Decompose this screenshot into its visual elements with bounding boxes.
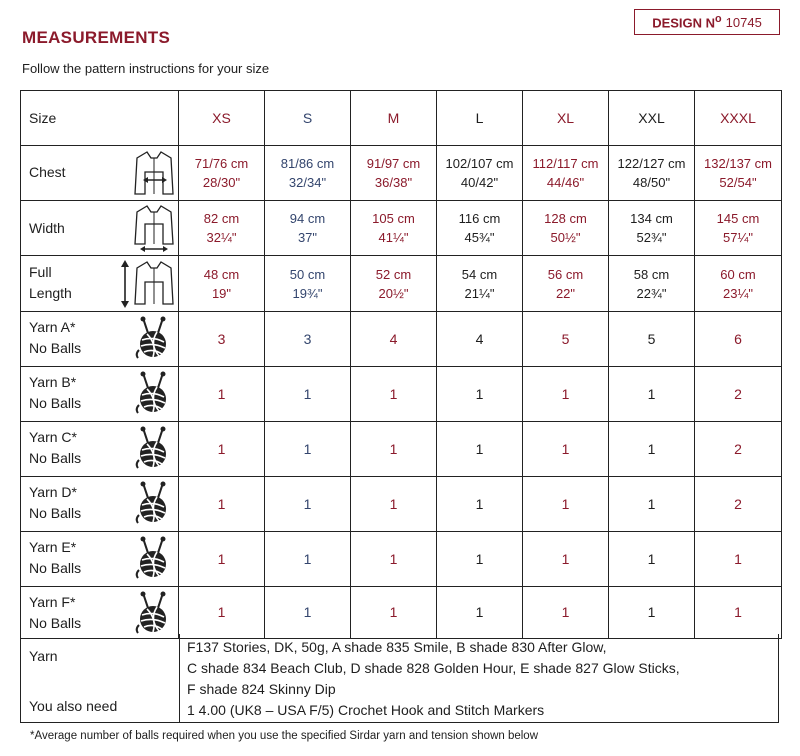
width-value-cell	[179, 201, 265, 256]
chest-inch-value: 36/38"	[374, 175, 413, 190]
length-cm-value: 56 cm	[547, 266, 584, 282]
yarn-balls-value: 5	[561, 330, 570, 347]
length-inch-value: 20½"	[378, 285, 409, 301]
yarn-balls-cell	[179, 312, 265, 367]
yarn-balls-value: 1	[475, 604, 484, 620]
size-header-cell	[265, 91, 351, 146]
chest-inch-value: 32/34"	[288, 175, 327, 190]
yarn-info-divider	[179, 634, 180, 722]
length-label-2: Length	[29, 285, 72, 301]
yarn-label-cell	[21, 587, 179, 639]
yarn-label-cell	[21, 532, 179, 587]
yarn-balls-cell	[523, 367, 609, 422]
chest-inch-value: 44/46"	[546, 175, 585, 190]
measurements-table	[20, 90, 782, 639]
yarn-ball-icon	[133, 536, 173, 585]
yarn-balls-value: 5	[647, 330, 656, 347]
width-cm-value: 116 cm	[458, 211, 501, 226]
yarn-row	[21, 312, 782, 367]
yarn-balls-value: 1	[647, 495, 656, 512]
yarn-name: Yarn A*	[29, 319, 76, 335]
yarn-balls-value: 1	[475, 385, 484, 402]
width-value-cell	[437, 201, 523, 256]
yarn-balls-cell	[265, 477, 351, 532]
yarn-balls-value: 3	[217, 330, 226, 347]
yarn-balls-cell	[609, 367, 695, 422]
chest-cm-value: 122/127 cm	[617, 156, 686, 171]
width-inch-value: 41¼"	[378, 230, 409, 245]
size-header-cell	[609, 91, 695, 146]
size-header: XXL	[638, 109, 665, 126]
width-label-cell	[21, 201, 179, 256]
yarn-balls-cell	[437, 532, 523, 587]
yarn-line-1: F137 Stories, DK, 50g, A shade 835 Smile, B shade 830 After Glow,	[187, 639, 607, 655]
chest-value-cell	[609, 146, 695, 201]
chest-value-cell	[265, 146, 351, 201]
yarn-balls-value: 1	[217, 440, 226, 457]
length-cm-value: 50 cm	[289, 266, 326, 282]
chest-inch-value: 40/42"	[460, 175, 499, 190]
yarn-balls-cell	[351, 587, 437, 639]
yarn-ball-icon	[133, 371, 173, 420]
width-value-cell	[523, 201, 609, 256]
yarn-balls-cell	[695, 587, 782, 639]
yarn-ball-icon	[133, 426, 173, 475]
yarn-balls-value: 1	[561, 385, 570, 402]
no-balls-label: No Balls	[29, 560, 82, 576]
yarn-ball-icon	[133, 481, 173, 530]
yarn-balls-value: 1	[561, 550, 570, 567]
yarn-row	[21, 532, 782, 587]
length-cm-value: 52 cm	[375, 266, 412, 282]
yarn-balls-cell	[523, 532, 609, 587]
width-value-cell	[609, 201, 695, 256]
yarn-balls-cell	[523, 422, 609, 477]
length-value-cell	[695, 256, 782, 312]
yarn-balls-cell	[523, 312, 609, 367]
yarn-balls-value: 1	[475, 495, 484, 512]
yarn-balls-cell	[695, 312, 782, 367]
width-cm-value: 94 cm	[289, 211, 326, 226]
length-inch-value: 21¼"	[464, 285, 495, 301]
yarn-balls-cell	[179, 587, 265, 639]
yarn-balls-cell	[437, 367, 523, 422]
size-header-cell	[351, 91, 437, 146]
yarn-balls-cell	[179, 477, 265, 532]
yarn-balls-value: 1	[303, 440, 312, 457]
design-number: 10745	[725, 14, 762, 30]
yarn-balls-cell	[265, 422, 351, 477]
design-number-box	[634, 9, 780, 35]
width-label: Width	[29, 220, 65, 236]
yarn-info-block	[20, 634, 779, 723]
yarn-balls-value: 1	[303, 550, 312, 567]
yarn-balls-value: 4	[475, 330, 484, 347]
chest-cm-value: 102/107 cm	[445, 156, 514, 171]
yarn-balls-cell	[351, 312, 437, 367]
width-inch-value: 45¾"	[464, 230, 495, 245]
yarn-ball-icon	[133, 316, 173, 365]
length-inch-value: 19"	[211, 285, 232, 301]
no-balls-label: No Balls	[29, 395, 82, 411]
length-inch-value: 23¼"	[723, 285, 753, 301]
chest-label-cell	[21, 146, 179, 201]
yarn-balls-value: 6	[734, 330, 742, 347]
width-value-cell	[265, 201, 351, 256]
chest-value-cell	[179, 146, 265, 201]
yarn-balls-value: 1	[303, 385, 312, 402]
yarn-balls-value: 1	[303, 495, 312, 512]
yarn-balls-value: 1	[389, 495, 398, 512]
width-cm-value: 105 cm	[372, 211, 415, 226]
garment-chest-icon	[133, 150, 175, 196]
yarn-balls-value: 1	[217, 495, 226, 512]
width-cm-value: 145 cm	[716, 211, 760, 226]
yarn-balls-cell	[609, 422, 695, 477]
length-value-cell	[523, 256, 609, 312]
yarn-balls-cell	[695, 477, 782, 532]
yarn-balls-cell	[609, 532, 695, 587]
yarn-balls-cell	[351, 367, 437, 422]
size-label-cell	[21, 91, 179, 146]
yarn-label-cell	[21, 477, 179, 532]
page-title: MEASUREMENTS	[22, 28, 171, 47]
yarn-name: Yarn D*	[29, 484, 77, 500]
length-cm-value: 48 cm	[203, 266, 240, 282]
length-inch-value: 22¾"	[636, 285, 667, 301]
yarn-balls-value: 1	[734, 604, 742, 620]
yarn-balls-cell	[523, 477, 609, 532]
yarn-balls-cell	[179, 422, 265, 477]
yarn-row	[21, 367, 782, 422]
width-cm-value: 134 cm	[630, 211, 673, 226]
chest-value-cell	[523, 146, 609, 201]
yarn-label: Yarn	[29, 648, 58, 664]
yarn-balls-value: 2	[734, 440, 742, 457]
yarn-balls-value: 2	[734, 385, 742, 402]
yarn-name: Yarn F*	[29, 594, 76, 610]
chest-cm-value: 112/117 cm	[532, 156, 599, 171]
yarn-balls-cell	[437, 422, 523, 477]
yarn-balls-cell	[265, 312, 351, 367]
yarn-name: Yarn B*	[29, 374, 77, 390]
yarn-label-cell	[21, 367, 179, 422]
yarn-balls-cell	[437, 312, 523, 367]
length-inch-value: 22"	[555, 285, 576, 301]
design-label: DESIGN $N^o$	[652, 13, 722, 31]
chest-inch-value: 52/54"	[719, 175, 757, 190]
yarn-ball-icon	[133, 591, 173, 640]
width-inch-value: 57¼"	[723, 230, 753, 245]
also-need-text: 1 4.00 (UK8 – USA F/5) Crochet Hook and Stitch Markers	[187, 702, 545, 718]
width-cm-value: 82 cm	[203, 211, 240, 226]
size-header: XXXL	[720, 109, 756, 126]
yarn-balls-cell	[179, 367, 265, 422]
width-row	[21, 201, 782, 256]
length-cm-value: 54 cm	[461, 266, 498, 282]
chest-cm-value: 91/97 cm	[366, 156, 421, 171]
size-header: M	[387, 109, 400, 126]
yarn-balls-cell	[523, 587, 609, 639]
size-header-cell	[523, 91, 609, 146]
chest-value-cell	[437, 146, 523, 201]
size-row	[21, 91, 782, 146]
yarn-balls-value: 1	[217, 550, 226, 567]
yarn-balls-cell	[265, 367, 351, 422]
subtitle: Follow the pattern instructions for your size	[22, 61, 270, 76]
chest-inch-value: 48/50"	[632, 175, 671, 190]
yarn-balls-value: 3	[303, 330, 312, 347]
size-header: L	[475, 109, 484, 126]
no-balls-label: No Balls	[29, 505, 82, 521]
width-value-cell	[695, 201, 782, 256]
size-header: S	[302, 109, 313, 126]
yarn-line-2: C shade 834 Beach Club, D shade 828 Golden Hour, E shade 827 Glow Sticks,	[187, 660, 680, 676]
yarn-balls-cell	[695, 532, 782, 587]
length-row	[21, 256, 782, 312]
yarn-description	[187, 637, 680, 721]
yarn-balls-value: 1	[647, 385, 656, 402]
yarn-balls-cell	[609, 312, 695, 367]
size-header-cell	[179, 91, 265, 146]
yarn-balls-cell	[609, 587, 695, 639]
chest-value-cell	[351, 146, 437, 201]
yarn-balls-value: 1	[647, 440, 656, 457]
chest-cm-value: 132/137 cm	[704, 156, 772, 171]
yarn-balls-value: 1	[475, 440, 484, 457]
yarn-balls-cell	[437, 587, 523, 639]
footnote: *Average number of balls required when you use the specified Sirdar yarn and tension shown below	[30, 730, 539, 742]
length-label-cell	[21, 256, 179, 312]
length-inch-value: 19¾"	[292, 285, 323, 301]
garment-width-icon	[133, 204, 175, 254]
yarn-balls-value: 1	[303, 604, 312, 620]
yarn-balls-cell	[265, 587, 351, 639]
chest-row	[21, 146, 782, 201]
yarn-balls-cell	[695, 367, 782, 422]
yarn-label-cell	[21, 312, 179, 367]
size-header-cell	[695, 91, 782, 146]
size-label: Size	[29, 110, 57, 126]
yarn-balls-cell	[351, 532, 437, 587]
also-need-label: You also need	[29, 698, 118, 714]
length-value-cell	[437, 256, 523, 312]
yarn-balls-cell	[179, 532, 265, 587]
yarn-balls-value: 1	[647, 550, 656, 567]
yarn-balls-cell	[351, 477, 437, 532]
yarn-balls-value: 1	[561, 440, 570, 457]
yarn-balls-cell	[695, 422, 782, 477]
yarn-balls-value: 1	[734, 550, 742, 567]
width-value-cell	[351, 201, 437, 256]
no-balls-label: No Balls	[29, 615, 82, 631]
chest-cm-value: 71/76 cm	[194, 156, 249, 171]
yarn-row	[21, 587, 782, 639]
yarn-balls-value: 4	[389, 330, 398, 347]
length-cm-value: 58 cm	[633, 266, 670, 282]
length-cm-value: 60 cm	[720, 266, 756, 282]
no-balls-label: No Balls	[29, 340, 82, 356]
chest-value-cell	[695, 146, 782, 201]
width-cm-value: 128 cm	[544, 211, 587, 226]
yarn-balls-value: 1	[217, 604, 226, 620]
yarn-balls-value: 2	[734, 495, 742, 512]
yarn-balls-value: 1	[389, 440, 398, 457]
width-inch-value: 32¼"	[206, 230, 237, 245]
length-value-cell	[265, 256, 351, 312]
chest-cm-value: 81/86 cm	[280, 156, 335, 171]
yarn-balls-cell	[609, 477, 695, 532]
yarn-balls-value: 1	[389, 385, 398, 402]
yarn-name: Yarn C*	[29, 429, 77, 445]
width-inch-value: 37"	[297, 230, 318, 245]
yarn-balls-cell	[437, 477, 523, 532]
yarn-name: Yarn E*	[29, 539, 77, 555]
width-inch-value: 50½"	[550, 230, 581, 245]
no-balls-label: No Balls	[29, 450, 82, 466]
yarn-row	[21, 477, 782, 532]
yarn-line-3: F shade 824 Skinny Dip	[187, 681, 336, 697]
length-value-cell	[351, 256, 437, 312]
length-value-cell	[179, 256, 265, 312]
chest-label: Chest	[29, 164, 66, 180]
yarn-balls-value: 1	[217, 385, 226, 402]
yarn-label-cell	[21, 422, 179, 477]
length-label-1: Full	[29, 264, 52, 280]
yarn-balls-value: 1	[475, 550, 484, 567]
yarn-balls-value: 1	[389, 550, 398, 567]
width-inch-value: 52¾"	[636, 230, 667, 245]
yarn-balls-cell	[351, 422, 437, 477]
size-header: XS	[212, 109, 231, 126]
size-header: XL	[556, 109, 575, 126]
chest-inch-value: 28/30"	[202, 175, 241, 190]
garment-length-icon	[119, 258, 177, 310]
size-header-cell	[437, 91, 523, 146]
yarn-balls-value: 1	[389, 604, 398, 620]
length-value-cell	[609, 256, 695, 312]
yarn-balls-value: 1	[561, 495, 570, 512]
yarn-balls-value: 1	[647, 604, 656, 620]
yarn-balls-value: 1	[561, 604, 570, 620]
yarn-row	[21, 422, 782, 477]
yarn-balls-cell	[265, 532, 351, 587]
